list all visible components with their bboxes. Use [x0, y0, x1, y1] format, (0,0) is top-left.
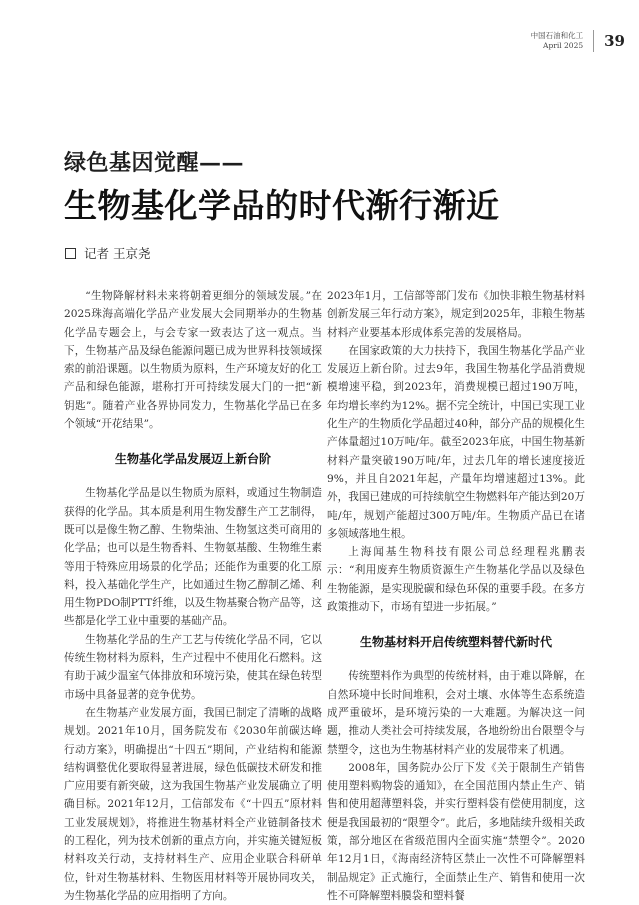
body-paragraph: 传统塑料作为典型的传统材料，由于难以降解，在自然环境中长时间堆积，会对土壤、水体等生态系统造成严重破坏，是环境污染的一大难题。为解决这一问题，推动人类社会可持续发展，各地纷纷出台限塑令与禁塑令，这也为生物基材料产业的发展带来了机遇。	[327, 670, 585, 756]
issue-date: April 2025	[543, 41, 584, 50]
body-paragraph: 生物基化学品是以生物质为原料，或通过生物制造获得的化学品。其本质是利用生物发酵生产工艺制得，既可以是像生物乙醇、生物柴油、生物氢这类可商用的化学品；也可以是生物香料、生物氨基酸、生物维生素等用于特殊应用场景的化学品；还能作为重要的化工原料，投入基础化学生产，比如通过生物乙醇制乙烯、利用生物PDO制PTT纤维，以及生物基聚合物产品等，这些都是化学工业中重要的基础产品。	[64, 487, 322, 628]
body-paragraph: 在国家政策的大力扶持下，我国生物基化学品产业发展迈上新台阶。过去9年，我国生物基化学品消费规模增速平稳，到2023年，消费规模已超过190万吨，年均增长率约为12%。据不完全统计，中国已实现工业化生产的生物质化学品超过40种，部分产品的规模化生产体量超过10万吨/年。截至2023年底，中国生物基新材料产量突破190万吨/年，过去几年的增长速度接近9%，并且自2021年起，产量年均增速超过13%。此外，我国已建成的可持续航空生物燃料年产能达到20万吨/年，规划产能超过300万吨/年。生物质产品已在诸多领域落地生根。	[327, 344, 585, 540]
publication-meta	[531, 31, 584, 51]
page-header	[531, 30, 625, 52]
article-kicker: 绿色基因觉醒——	[64, 150, 245, 176]
byline-text: 记者 王京尧	[84, 246, 151, 261]
right-column	[327, 287, 585, 905]
byline	[65, 244, 150, 262]
square-bullet-icon	[65, 248, 76, 259]
intro-paragraph: “生物降解材料未来将朝着更细分的领域发展。”在2025珠海高端化学品产业发展大会同期举办的生物基化学品专题会上，与会专家一致表达了这一观点。当下，生物基产品及绿色能源问题已成为世界科技领域探索的前沿课题。以生物质为原料，生产环境友好的化工产品和绿色能源，堪称打开可持续发展大门的一把“新钥匙”。随着产业各界协同发力，生物基化学品已在多个领域“开花结果”。	[64, 290, 322, 431]
body-paragraph-continued: 2023年1月，工信部等部门发布《加快非粮生物基材料创新发展三年行动方案》，规定到2025年，非粮生物基材料产业要基本形成体系完善的发展格局。	[327, 290, 585, 339]
article-title: 生物基化学品的时代渐行渐近	[64, 186, 500, 225]
left-column	[64, 287, 322, 905]
page-number: 39	[604, 32, 625, 50]
section-heading-2: 生物基材料开启传统塑料替代新时代	[359, 635, 552, 650]
body-paragraph: 生物基化学品的生产工艺与传统化学品不同，它以传统生物材料为原料，生产过程中不使用化石燃料。这有助于减少温室气体排放和环境污染，使其在绿色转型市场中具备显著的竞争优势。	[64, 633, 322, 701]
body-paragraph: 上海闻基生物科技有限公司总经理程兆鹏表示：“利用废弃生物质资源生产生物基化学品以及绿色生物能源，是实现脱碳和绿色环保的重要手段。在多方政策推动下，市场有望进一步拓展。”	[327, 546, 585, 614]
section-heading-1: 生物基化学品发展迈上新台阶	[114, 452, 271, 467]
body-paragraph: 在生物基产业发展方面，我国已制定了清晰的战略规划。2021年10月，国务院发布《2030年前碳达峰行动方案》，明确提出“十四五”期间，产业结构和能源结构调整优化要取得显著进展，绿色低碳技术研发和推广应用要有新突破，这为我国生物基产业发展确立了明确目标。2021年12月，工信部发布《“十四五”原材料工业发展规划》，将推进生物基材料全产业链制备技术的工程化，列为技术创新的重点方向，并实施关键短板材料攻关行动，支持材料生产、应用企业联合科研单位，针对生物基材料、生物医用材料等开展协同攻关，为生物基化学品的应用指明了方向。	[64, 706, 322, 902]
publication-name: 中国石油和化工	[530, 31, 584, 40]
body-paragraph: 2008年，国务院办公厅下发《关于限制生产销售使用塑料购物袋的通知》，在全国范围内禁止生产、销售和使用超薄塑料袋，并实行塑料袋有偿使用制度，这便是我国最初的“限塑令”。此后，多地陆续升级相关政策，部分地区在省级范围内全面实施“禁塑令”。2020年12月1日，《海南经济特区禁止一次性不可降解塑料制品规定》正式施行，全面禁止生产、销售和使用一次性不可降解塑料膜袋和塑料餐	[327, 761, 585, 902]
header-divider	[593, 30, 594, 52]
